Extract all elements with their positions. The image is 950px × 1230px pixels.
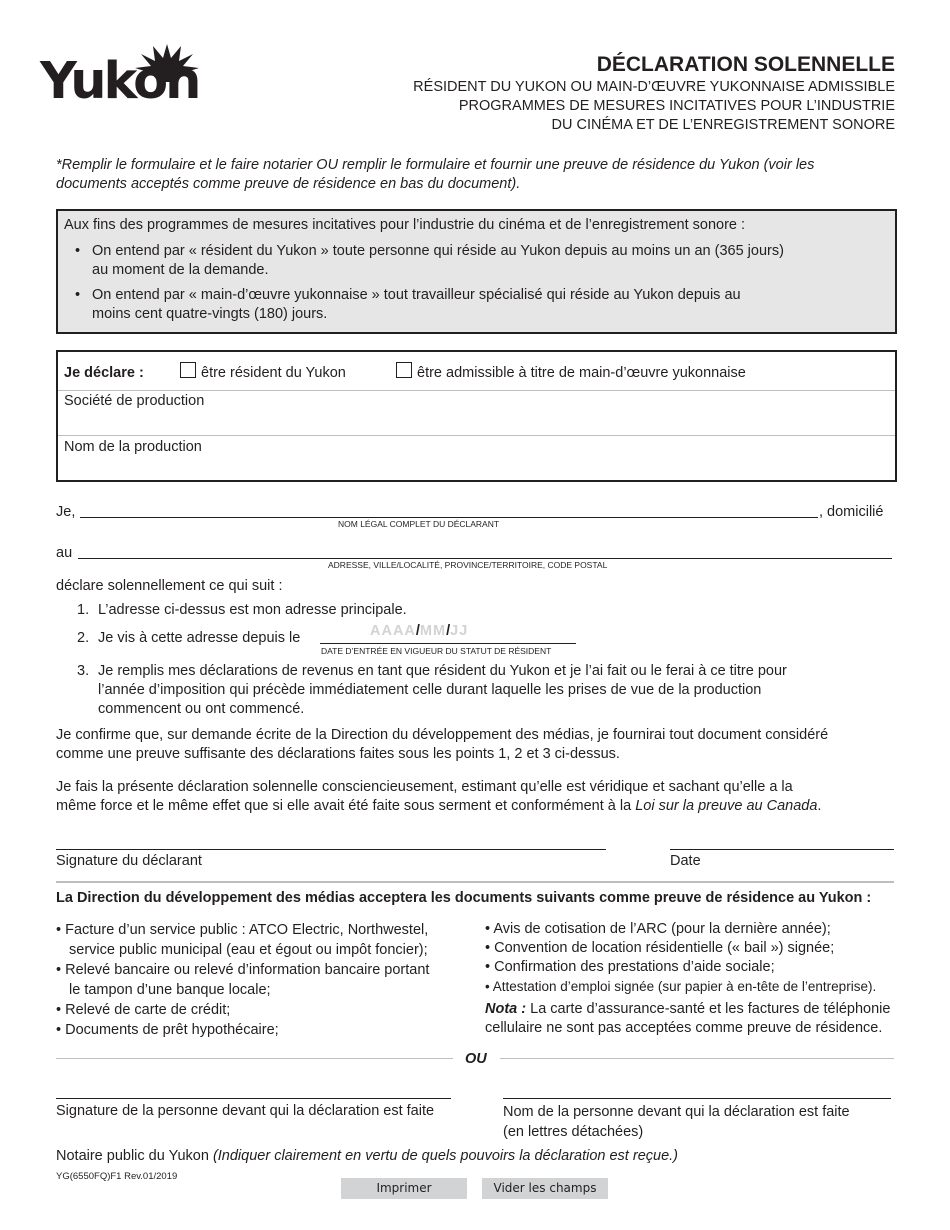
proof-item-lease-text: Convention de location résidentielle (« bail ») signée;	[494, 940, 835, 956]
notary-name-label-line-2: (en lettres détachées)	[503, 1124, 644, 1140]
yukon-logo	[40, 44, 215, 116]
statement-2: Je vis à cette adresse depuis le	[98, 630, 301, 646]
statement-3	[98, 662, 787, 719]
definition-workforce	[75, 286, 862, 324]
proof-item-welfare: • Confirmation des prestations d’aide sociale;	[485, 959, 775, 975]
proof-item-employment: • Attestation d’emploi signée (sur papier à en-tête de l’entreprise).	[485, 979, 877, 994]
resident-date-input[interactable]	[320, 643, 576, 644]
notary-name-label-line-1: Nom de la personne devant qui la déclaration est faite	[503, 1104, 850, 1120]
intro-line-1: *Remplir le formulaire et le faire notarier OU remplir le formulaire et fournir une preuve de résidence du Yukon (voir les	[56, 157, 815, 173]
proof-item-credit-text: Relevé de carte de crédit;	[65, 1002, 231, 1018]
solemn-line-2-end: .	[817, 798, 822, 814]
proof-item-utility-line-2: service public municipal (eau et égout ou impôt foncier);	[69, 942, 428, 958]
definition-workforce-line-2: moins cent quatre-vingts (180) jours.	[92, 306, 328, 322]
production-name-label: Nom de la production	[64, 439, 202, 455]
declarant-name-input[interactable]	[80, 517, 818, 518]
proof-item-bank: • Relevé bancaire ou relevé d’information bancaire portant	[56, 962, 430, 978]
definition-resident	[75, 242, 862, 280]
date-signature-label: Date	[670, 853, 701, 869]
note-line-2: cellulaire ne sont pas acceptées comme preuve de résidence.	[485, 1020, 883, 1036]
notary-signature-label: Signature de la personne devant qui la déclaration est faite	[56, 1103, 435, 1119]
or-divider-left	[56, 1058, 453, 1059]
proof-item-employment-text: Attestation d’emploi signée (sur papier à en-tête de l’entreprise).	[492, 979, 877, 994]
proof-list-left	[56, 920, 476, 1040]
intro-line-2: documents acceptés comme preuve de résidence en bas du document).	[56, 176, 521, 192]
notary-public-label: Notaire public du Yukon	[56, 1148, 209, 1164]
proof-item-welfare-text: Confirmation des prestations d’aide sociale;	[494, 959, 775, 975]
bullet-icon: •	[75, 287, 81, 303]
proof-item-lease: • Convention de location résidentielle (« bail ») signée;	[485, 940, 835, 956]
form-subtitle-line-3: DU CINÉMA ET DE L’ENREGISTREMENT SONORE	[551, 117, 895, 133]
or-divider-label: OU	[465, 1051, 487, 1067]
proof-note	[485, 1000, 905, 1019]
print-button[interactable]: Imprimer	[341, 1178, 467, 1199]
date-separator: /	[415, 623, 420, 639]
date-month-placeholder: MM	[419, 623, 447, 639]
date-year-placeholder: AAAA	[370, 623, 416, 639]
workforce-checkbox[interactable]	[396, 362, 412, 378]
proof-heading: La Direction du développement des médias acceptera les documents suivants comme preuve de résidence au Yukon :	[56, 890, 872, 906]
proof-item-bank-line-2: le tampon d’une banque locale;	[69, 982, 271, 998]
declaration-box	[56, 350, 897, 482]
statement-3-line-3: commencent ou ont commencé.	[98, 701, 305, 717]
declarant-address-input[interactable]	[78, 558, 892, 559]
statement-1-number: 1.	[77, 602, 90, 618]
proof-item-mortgage-text: Documents de prêt hypothécaire;	[65, 1022, 279, 1038]
proof-item-bank-line-1: Relevé bancaire ou relevé d’information bancaire portant	[65, 962, 430, 978]
proof-list-right	[485, 920, 905, 1038]
proof-item-mortgage: • Documents de prêt hypothécaire;	[56, 1022, 279, 1038]
notary-signature-input[interactable]	[56, 1098, 451, 1099]
date-placeholder	[370, 623, 468, 639]
declarant-signature-input[interactable]	[56, 849, 606, 850]
resident-checkbox-label: être résident du Yukon	[201, 365, 346, 381]
proof-item-cra: • Avis de cotisation de l’ARC (pour la dernière année);	[485, 921, 831, 937]
section-divider	[56, 881, 894, 883]
declarant-signature-label: Signature du déclarant	[56, 853, 202, 869]
proof-item-utility: • Facture d’un service public : ATCO Electric, Northwestel,	[56, 922, 429, 938]
resident-date-caption: DATE D’ENTRÉE EN VIGUEUR DU STATUT DE RÉSIDENT	[321, 646, 552, 656]
solemn-line-1: Je fais la présente déclaration solennelle consciencieusement, estimant qu’elle est véridique et sachant qu’elle a la	[56, 779, 793, 795]
form-subtitle-line-1: RÉSIDENT DU YUKON OU MAIN-D’ŒUVRE YUKONNAISE ADMISSIBLE	[413, 79, 895, 95]
confirmation-line-2: comme une preuve suffisante des déclarations faites sous les points 1, 2 et 3 ci-dessus.	[56, 746, 620, 762]
production-name-field[interactable]	[58, 436, 895, 480]
form-title: DÉCLARATION SOLENNELLE	[596, 53, 895, 76]
confirmation-line-1: Je confirme que, sur demande écrite de la Direction du développement des médias, je fournirai tout document considéré	[56, 727, 829, 743]
statement-3-number: 3.	[77, 663, 90, 679]
definitions-box	[56, 209, 897, 334]
confirmation-paragraph	[56, 726, 828, 764]
declare-row	[58, 352, 895, 391]
declarant-name-caption: NOM LÉGAL COMPLET DU DÉCLARANT	[338, 519, 500, 529]
definition-resident-line-1: On entend par « résident du Yukon » toute personne qui réside au Yukon depuis au moins un an (365 jours)	[92, 243, 784, 259]
solemn-line-2	[56, 797, 821, 816]
solemn-line-2-text: même force et le même effet que si elle avait été faite sous serment et conformément à la	[56, 798, 632, 814]
intro-instructions	[56, 156, 901, 194]
notary-public-line	[56, 1147, 678, 1166]
form-code: YG(6550FQ)F1 Rev.01/2019	[56, 1171, 178, 1182]
statement-1: L’adresse ci-dessus est mon adresse principale.	[98, 602, 407, 618]
declare-label: Je déclare :	[64, 365, 144, 381]
workforce-checkbox-label: être admissible à titre de main-d’œuvre yukonnaise	[417, 365, 746, 381]
definition-workforce-line-1: On entend par « main-d’œuvre yukonnaise » tout travailleur spécialisé qui réside au Yukon depuis au	[92, 287, 741, 303]
date-signature-input[interactable]	[670, 849, 894, 850]
au-label: au	[56, 545, 73, 561]
declares-intro: déclare solennellement ce qui suit :	[56, 578, 283, 594]
solemn-paragraph	[56, 778, 821, 816]
notary-public-note: (Indiquer clairement en vertu de quels pouvoirs la déclaration est reçue.)	[212, 1148, 678, 1164]
note-label: Nota :	[485, 1001, 527, 1017]
proof-item-cra-text: Avis de cotisation de l’ARC (pour la dernière année);	[493, 921, 831, 937]
clear-fields-button[interactable]: Vider les champs	[482, 1178, 608, 1199]
production-company-label: Société de production	[64, 393, 205, 409]
resident-checkbox[interactable]	[180, 362, 196, 378]
form-header	[413, 52, 895, 135]
proof-item-utility-line-1: Facture d’un service public : ATCO Electric, Northwestel,	[65, 922, 429, 938]
note-line-1: La carte d’assurance-santé et les factures de téléphonie	[530, 1001, 891, 1017]
bullet-icon: •	[75, 243, 81, 259]
production-company-field[interactable]	[58, 391, 895, 436]
statement-2-number: 2.	[77, 630, 90, 646]
statement-3-line-2: l’année d’imposition qui précède immédiatement celle durant laquelle les prises de vue de la production	[98, 682, 762, 698]
form-subtitle-line-2: PROGRAMMES DE MESURES INCITATIVES POUR L’INDUSTRIE	[458, 98, 895, 114]
or-divider-right	[500, 1058, 894, 1059]
notary-name-label	[503, 1102, 850, 1142]
statement-3-line-1: Je remplis mes déclarations de revenus en tant que résident du Yukon et je l’ai fait ou le ferai à ce titre pour	[98, 663, 787, 679]
law-title: Loi sur la preuve au Canada	[635, 798, 818, 814]
declarant-address-caption: ADRESSE, VILLE/LOCALITÉ, PROVINCE/TERRITOIRE, CODE POSTAL	[328, 560, 608, 570]
domicile-label: , domicilié	[819, 504, 884, 520]
definitions-lead: Aux fins des programmes de mesures incitatives pour l’industrie du cinéma et de l’enregistrement sonore :	[64, 217, 746, 233]
date-separator: /	[446, 623, 451, 639]
proof-item-credit: • Relevé de carte de crédit;	[56, 1002, 231, 1018]
notary-name-input[interactable]	[503, 1098, 891, 1099]
logo-wordmark: Yukon	[40, 52, 199, 111]
definition-resident-line-2: au moment de la demande.	[92, 262, 269, 278]
date-day-placeholder: JJ	[450, 623, 469, 639]
je-label: Je,	[56, 504, 76, 520]
